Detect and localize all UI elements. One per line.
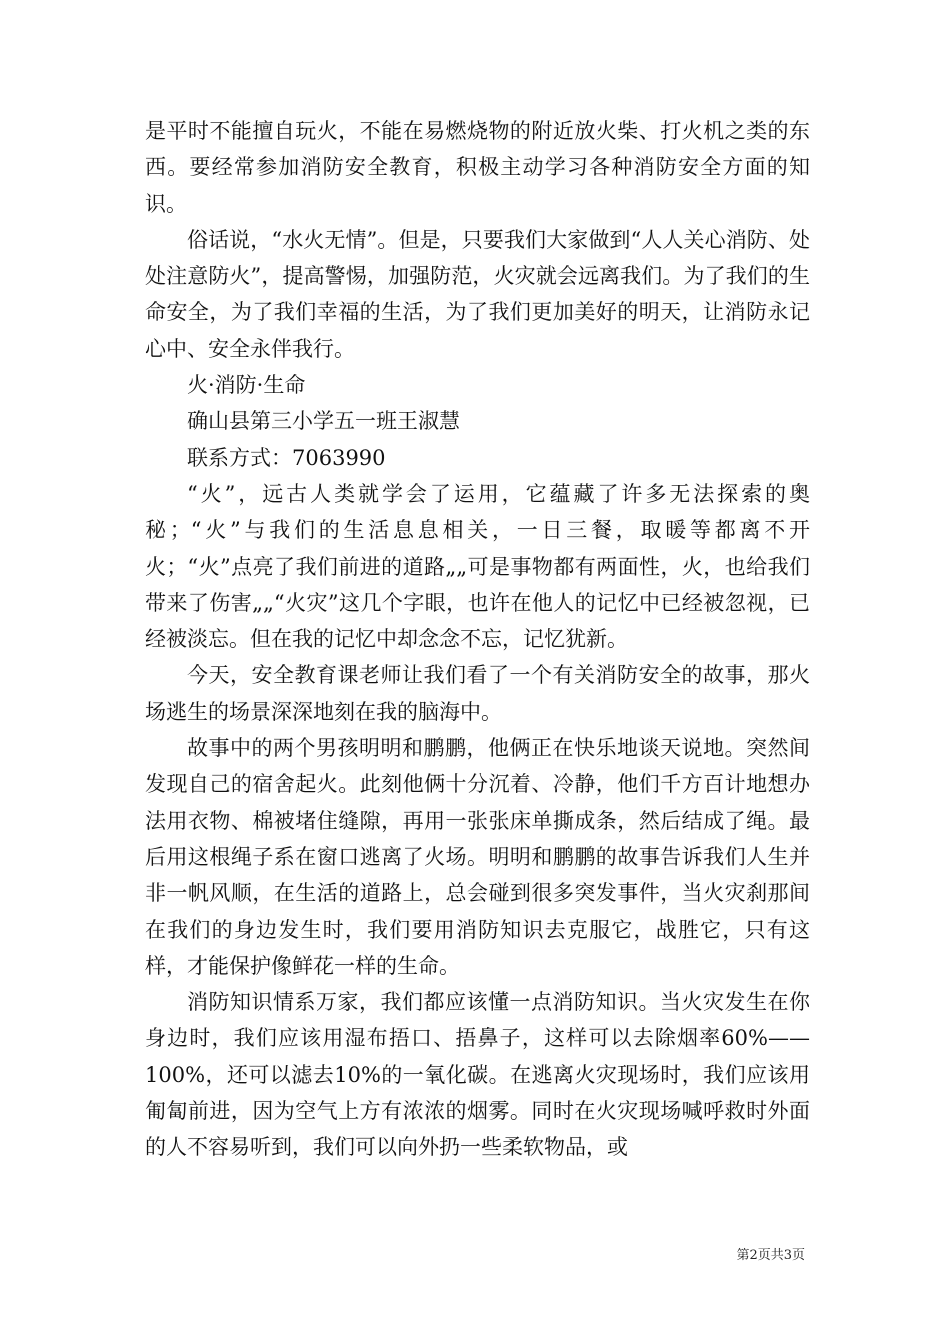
paragraph-proverb: 俗话说，“水火无情”。但是，只要我们大家做到“人人关心消防、处处注意防火”，提高警惕，加强防范，火灾就会远离我们。为了我们的生命安全，为了我们幸福的生活，为了我们更加美好的明天，让消防永记心中、安全永伴我行。 <box>145 227 810 361</box>
paragraph-fire-knowledge: 消防知识情系万家，我们都应该懂一点消防知识。当火灾发生在你身边时，我们应该用湿布捂口、捂鼻子，这样可以去除烟率60%——100%，还可以滤去10%的一氧化碳。在逃离火灾现场时，我们应该用匍匐前进，因为空气上方有浓浓的烟雾。同时在火灾现场喊呼救时外面的人不容易听到，我们可以向外扔一些柔软物品，或 <box>145 990 810 1160</box>
paragraph-fire-safety-habits: 是平时不能擅自玩火，不能在易燃烧物的附近放火柴、打火机之类的东西。要经常参加消防安全教育，积极主动学习各种消防安全方面的知识。 <box>145 119 810 216</box>
page-number-footer: 第2页共3页 <box>736 1248 805 1263</box>
paragraph-fire-intro: “火”，远古人类就学会了运用，它蕴藏了许多无法探索的奥秘；“火”与我们的生活息息相关，一日三餐，取暖等都离不开火；“火”点亮了我们前进的道路„„可是事物都有两面性，火，也给我们带来了伤害„„“火灾”这几个字眼，也许在他人的记忆中已经被忽视，已经被淡忘。但在我的记忆中却念念不忘，记忆犹新。 <box>145 481 810 652</box>
essay-title: 火·消防·生命 <box>187 373 306 398</box>
essay-contact: 联系方式：7063990 <box>187 445 386 470</box>
paragraph-safety-class: 今天，安全教育课老师让我们看了一个有关消防安全的故事，那火场逃生的场景深深地刻在我的脑海中。 <box>145 663 810 724</box>
essay-author: 确山县第三小学五一班王淑慧 <box>187 409 460 434</box>
paragraph-story: 故事中的两个男孩明明和鹏鹏，他俩正在快乐地谈天说地。突然间发现自己的宿舍起火。此刻他俩十分沉着、冷静，他们千方百计地想办法用衣物、棉被堵住缝隙，再用一张张床单撕成条，然后结成了绳。最后用这根绳子系在窗口逃离了火场。明明和鹏鹏的故事告诉我们人生并非一帆风顺，在生活的道路上，总会碰到很多突发事件，当火灾刹那间在我们的身边发生时，我们要用消防知识去克服它，战胜它，只有这样，才能保护像鲜花一样的生命。 <box>145 736 810 978</box>
document-body <box>145 113 810 1166</box>
